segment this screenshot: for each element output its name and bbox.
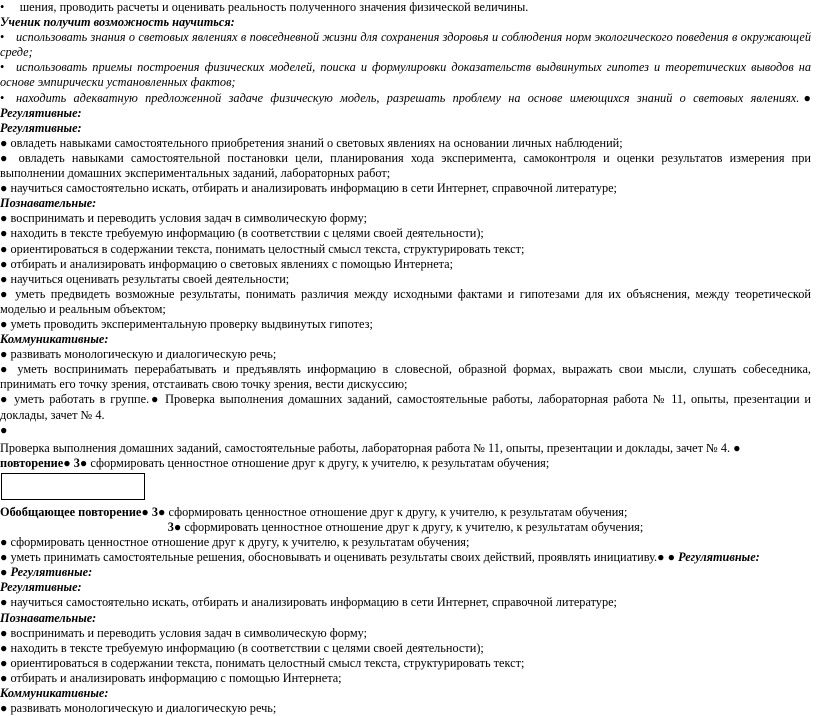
list-item: ● находить в тексте требуемую информацию (в соответствии с целями своей деятельности); — [0, 226, 484, 241]
teamwork-line: ● уметь работать в группе.● Проверка выполнения домашних заданий, самостоятельные работы, лабораторная работа № 11, опыты, презентации и доклады, зачет № 4. ● — [0, 392, 811, 437]
bullet: • — [0, 0, 5, 14]
list-item: ● научиться самостоятельно искать, отбирать и анализировать информацию в сети Интернет, справочной литературе; — [0, 595, 617, 610]
communicative-heading: Коммуникативные: — [0, 332, 109, 347]
cognitive-heading: Познавательные: — [0, 196, 97, 211]
list-item: ● отбирать и анализировать информацию с помощью Интернета; — [0, 670, 342, 685]
repeat-label: повторение● 3● — [0, 455, 88, 470]
list-item: ● научиться оценивать результаты своей деятельности; — [0, 271, 290, 286]
summary-line: Обобщающее повторение● 3● сформировать ценностное отношение друг к другу, к учителю, к результатам обучения; — [0, 504, 628, 519]
bullet: ● — [0, 422, 8, 437]
decision-line: ● уметь принимать самостоятельные решения, обосновывать и оценивать результаты своих действий, проявлять инициативу.● ● Регулятивные: — [0, 550, 760, 565]
bullet: ● — [733, 440, 741, 455]
list-item: ● развивать монологическую и диалогическую речь; — [0, 701, 277, 716]
summary-label: Обобщающее повторение● 3● — [0, 504, 166, 519]
list-item: ● находить в тексте требуемую информацию (в соответствии с целями своей деятельности); — [0, 640, 484, 655]
learner-item-3: • находить адекватную предложенной задаче физическую модель, разрешать проблему на основе имеющихся знаний о световых явлениях.● Регулятивные: — [0, 90, 811, 120]
list-item: ● ориентироваться в содержании текста, понимать целостный смысл текста, структурировать текст; — [0, 241, 525, 256]
regulatory-heading: Регулятивные: — [0, 120, 82, 135]
list-item: ● воспринимать и переводить условия задач в символическую форму; — [0, 625, 368, 640]
list-item: ● сформировать ценностное отношение друг к другу, к учителю, к результатам обучения; — [0, 535, 470, 550]
inline-heading: Регулятивные: — [678, 550, 760, 565]
list-item: ● уметь воспринимать перерабатывать и предъявлять информацию в словесной, образной формах, выражать свои мысли, слушать собеседника, принимать его точку зрения, отстаивать свою точку зрения, вести дискуссию; — [0, 362, 811, 392]
learner-item-1: • использовать знания о световых явлениях в повседневной жизни для сохранения здоровья и соблюдения норм экологического поведения в окружающей среде; — [0, 30, 811, 60]
list-item: ● овладеть навыками самостоятельного приобретения знаний о световых явлениях на основании личных наблюдений; — [0, 135, 623, 150]
list-item: ● ориентироваться в содержании текста, понимать целостный смысл текста, структурировать текст; — [0, 655, 525, 670]
list-item: ● уметь проводить экспериментальную проверку выдвинутых гипотез; — [0, 316, 373, 331]
list-item: ● уметь предвидеть возможные результаты, понимать различия между исходными фактами и гипотезами для их объяснения, между теоретической моделью и реальным объектом; — [0, 286, 811, 316]
check-paragraph: Проверка выполнения домашних заданий, самостоятельные работы, лабораторная работа № 11, опыты, презентации и доклады, зачет № 4. ● повторение● 3● сформировать ценностное отношение друг к другу, к учителю, к результатам обучения; — [0, 440, 741, 470]
learner-item-2: • использовать приемы построения физических моделей, поиска и формулировки доказательств выдвинутых гипотез и теоретических выводов на основе эмпирически установленных фактов; — [0, 60, 811, 90]
communicative-heading-2: Коммуникативные: — [0, 686, 109, 701]
list-item: ● овладеть навыками самостоятельной постановки цели, планирования хода эксперимента, самоконтроля и оценки результатов измерения при выполнении домашних экспериментальных заданий, лабораторных работ; — [0, 150, 811, 181]
empty-table-cell — [1, 473, 145, 500]
regulatory-bullet-line: ● Регулятивные: — [0, 565, 93, 580]
centered-line: 3● сформировать ценностное отношение друг к другу, к учителю, к результатам обучения; — [167, 520, 644, 534]
inline-heading: ● Регулятивные: — [0, 90, 811, 120]
list-item: ● отбирать и анализировать информацию о световых явлениях с помощью Интернета; — [0, 256, 454, 271]
list-item: ● научиться самостоятельно искать, отбирать и анализировать информацию в сети Интернет, справочной литературе; — [0, 181, 617, 196]
list-item: ● развивать монологическую и диалогическую речь; — [0, 347, 277, 362]
learner-heading: Ученик получит возможность научиться: — [0, 15, 235, 30]
cognitive-heading-2: Познавательные: — [0, 610, 97, 625]
results-line — [0, 0, 811, 15]
list-item: ● воспринимать и переводить условия задач в символическую форму; — [0, 211, 368, 226]
results-text: шения, проводить расчеты и оценивать реальность полученного значения физической величины. — [19, 0, 529, 14]
regulatory-heading-2: Регулятивные: — [0, 580, 82, 595]
